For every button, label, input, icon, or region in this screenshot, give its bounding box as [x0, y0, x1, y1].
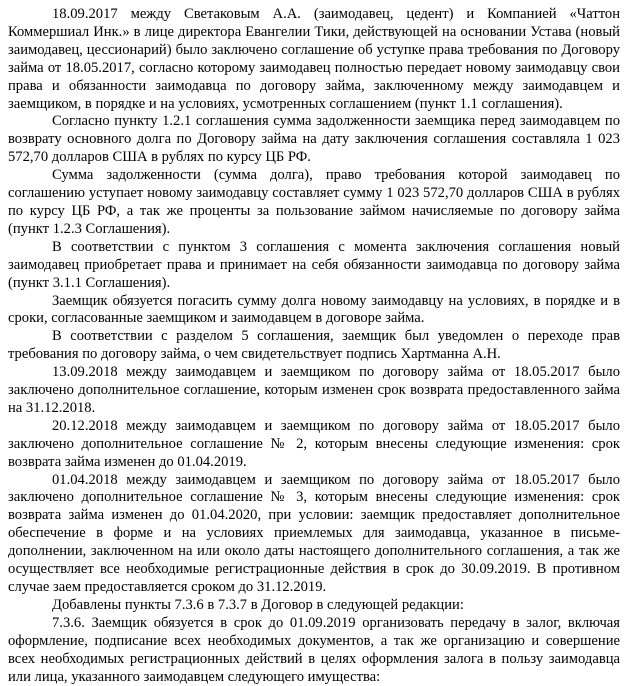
paragraph-supplement-2: 20.12.2018 между заимодавцем и заемщиком по договору займа от 18.05.2017 было заключено дополнительное соглашение № 2, которым внесены следующие изменения: срок возврата займа изменен до 01.04.2019. [8, 417, 620, 470]
paragraph-borrower-obligation: Заемщик обязуется погасить сумму долга новому заимодавцу на условиях, в порядке и в сроки, согласованные заемщиком и заимодавцем в договоре займа. [8, 292, 620, 327]
paragraph-added-clauses: Добавлены пункты 7.3.6 в 7.3.7 в Договор в следующей редакции: [52, 596, 464, 613]
paragraph-debt-claim: Сумма задолженности (сумма долга), право требования которой заимодавец по соглашению уступает новому заимодавцу составляет сумму 1 023 572,70 долларов США в рублях по курсу ЦБ РФ, а так же проценты за пользование займом начисляемые по договору займа (пункт 1.2.3 Соглашения). [8, 167, 620, 237]
paragraph-assignment-agreement: 18.09.2017 между Светаковым А.А. (заимодавец, цедент) и Компанией «Чаттон Коммершиал Инк.» в лице директора Евангелии Тики, действующей на основании Устава (новый заимодавец, цессионарий) было заключено соглашение об уступке права требования по Договору займа от 18.05.2017, согласно которому заимодавец полностью передает новому заимодавцу свои права и обязанности заимодавца по договору займа, заключенному между заимодавцем и заемщиком, в порядке и на условиях, усмотренных соглашением (пункт 1.1 соглашения). [8, 6, 620, 112]
paragraph-supplement-3: 01.04.2018 между заимодавцем и заемщиком по договору займа от 18.05.2017 было заключено дополнительное соглашение № 3, которым внесены следующие изменения: срок возврата займа изменен до 01.04.2020, при условии: заемщик предоставляет дополнительное обеспечение в форме и на условиях приемлемых для заимодавца, указанное в письме-дополнении, заключенном на или около даты настоящего дополнительного соглашения, а так же осуществляет все необходимые регистрационные действия в срок до 30.09.2019. В противном случае заем предоставляется сроком до 31.12.2019. [8, 471, 620, 595]
paragraph-debt-amount: Согласно пункту 1.2.1 соглашения сумма задолженности заемщика перед заимодавцем по возврату основного долга по Договору займа на дату заключения соглашения составляла 1 023 572,70 долларов США в рублях по курсу ЦБ РФ. [8, 113, 620, 166]
document-body [8, 6, 620, 686]
paragraph-supplement-1: 13.09.2018 между заимодавцем и заемщиком по договору займа от 18.05.2017 было заключено дополнительное соглашение, которым изменен срок возврата предоставленного займа на 31.12.2018. [8, 364, 620, 416]
paragraph-notification: В соответствии с разделом 5 соглашения, заемщик был уведомлен о переходе прав требования по договору займа, о чем свидетельствует подпись Хартманна А.Н. [8, 328, 620, 363]
paragraph-rights-transfer: В соответствии с пунктом 3 соглашения с момента заключения соглашения новый заимодавец приобретает права и принимает на себя обязанности заимодавца по договору займа (пункт 3.1.1 Соглашения). [8, 238, 620, 291]
paragraph-clause-7-3-6: 7.3.6. Заемщик обязуется в срок до 01.09.2019 организовать передачу в залог, включая оформление, подписание всех необходимых документов, а так же организацию и совершение всех необходимых регистрационных действий в целях оформления залога в пользу заимодавца или лица, указанного заимодавцем следующего имущества: [8, 614, 620, 685]
